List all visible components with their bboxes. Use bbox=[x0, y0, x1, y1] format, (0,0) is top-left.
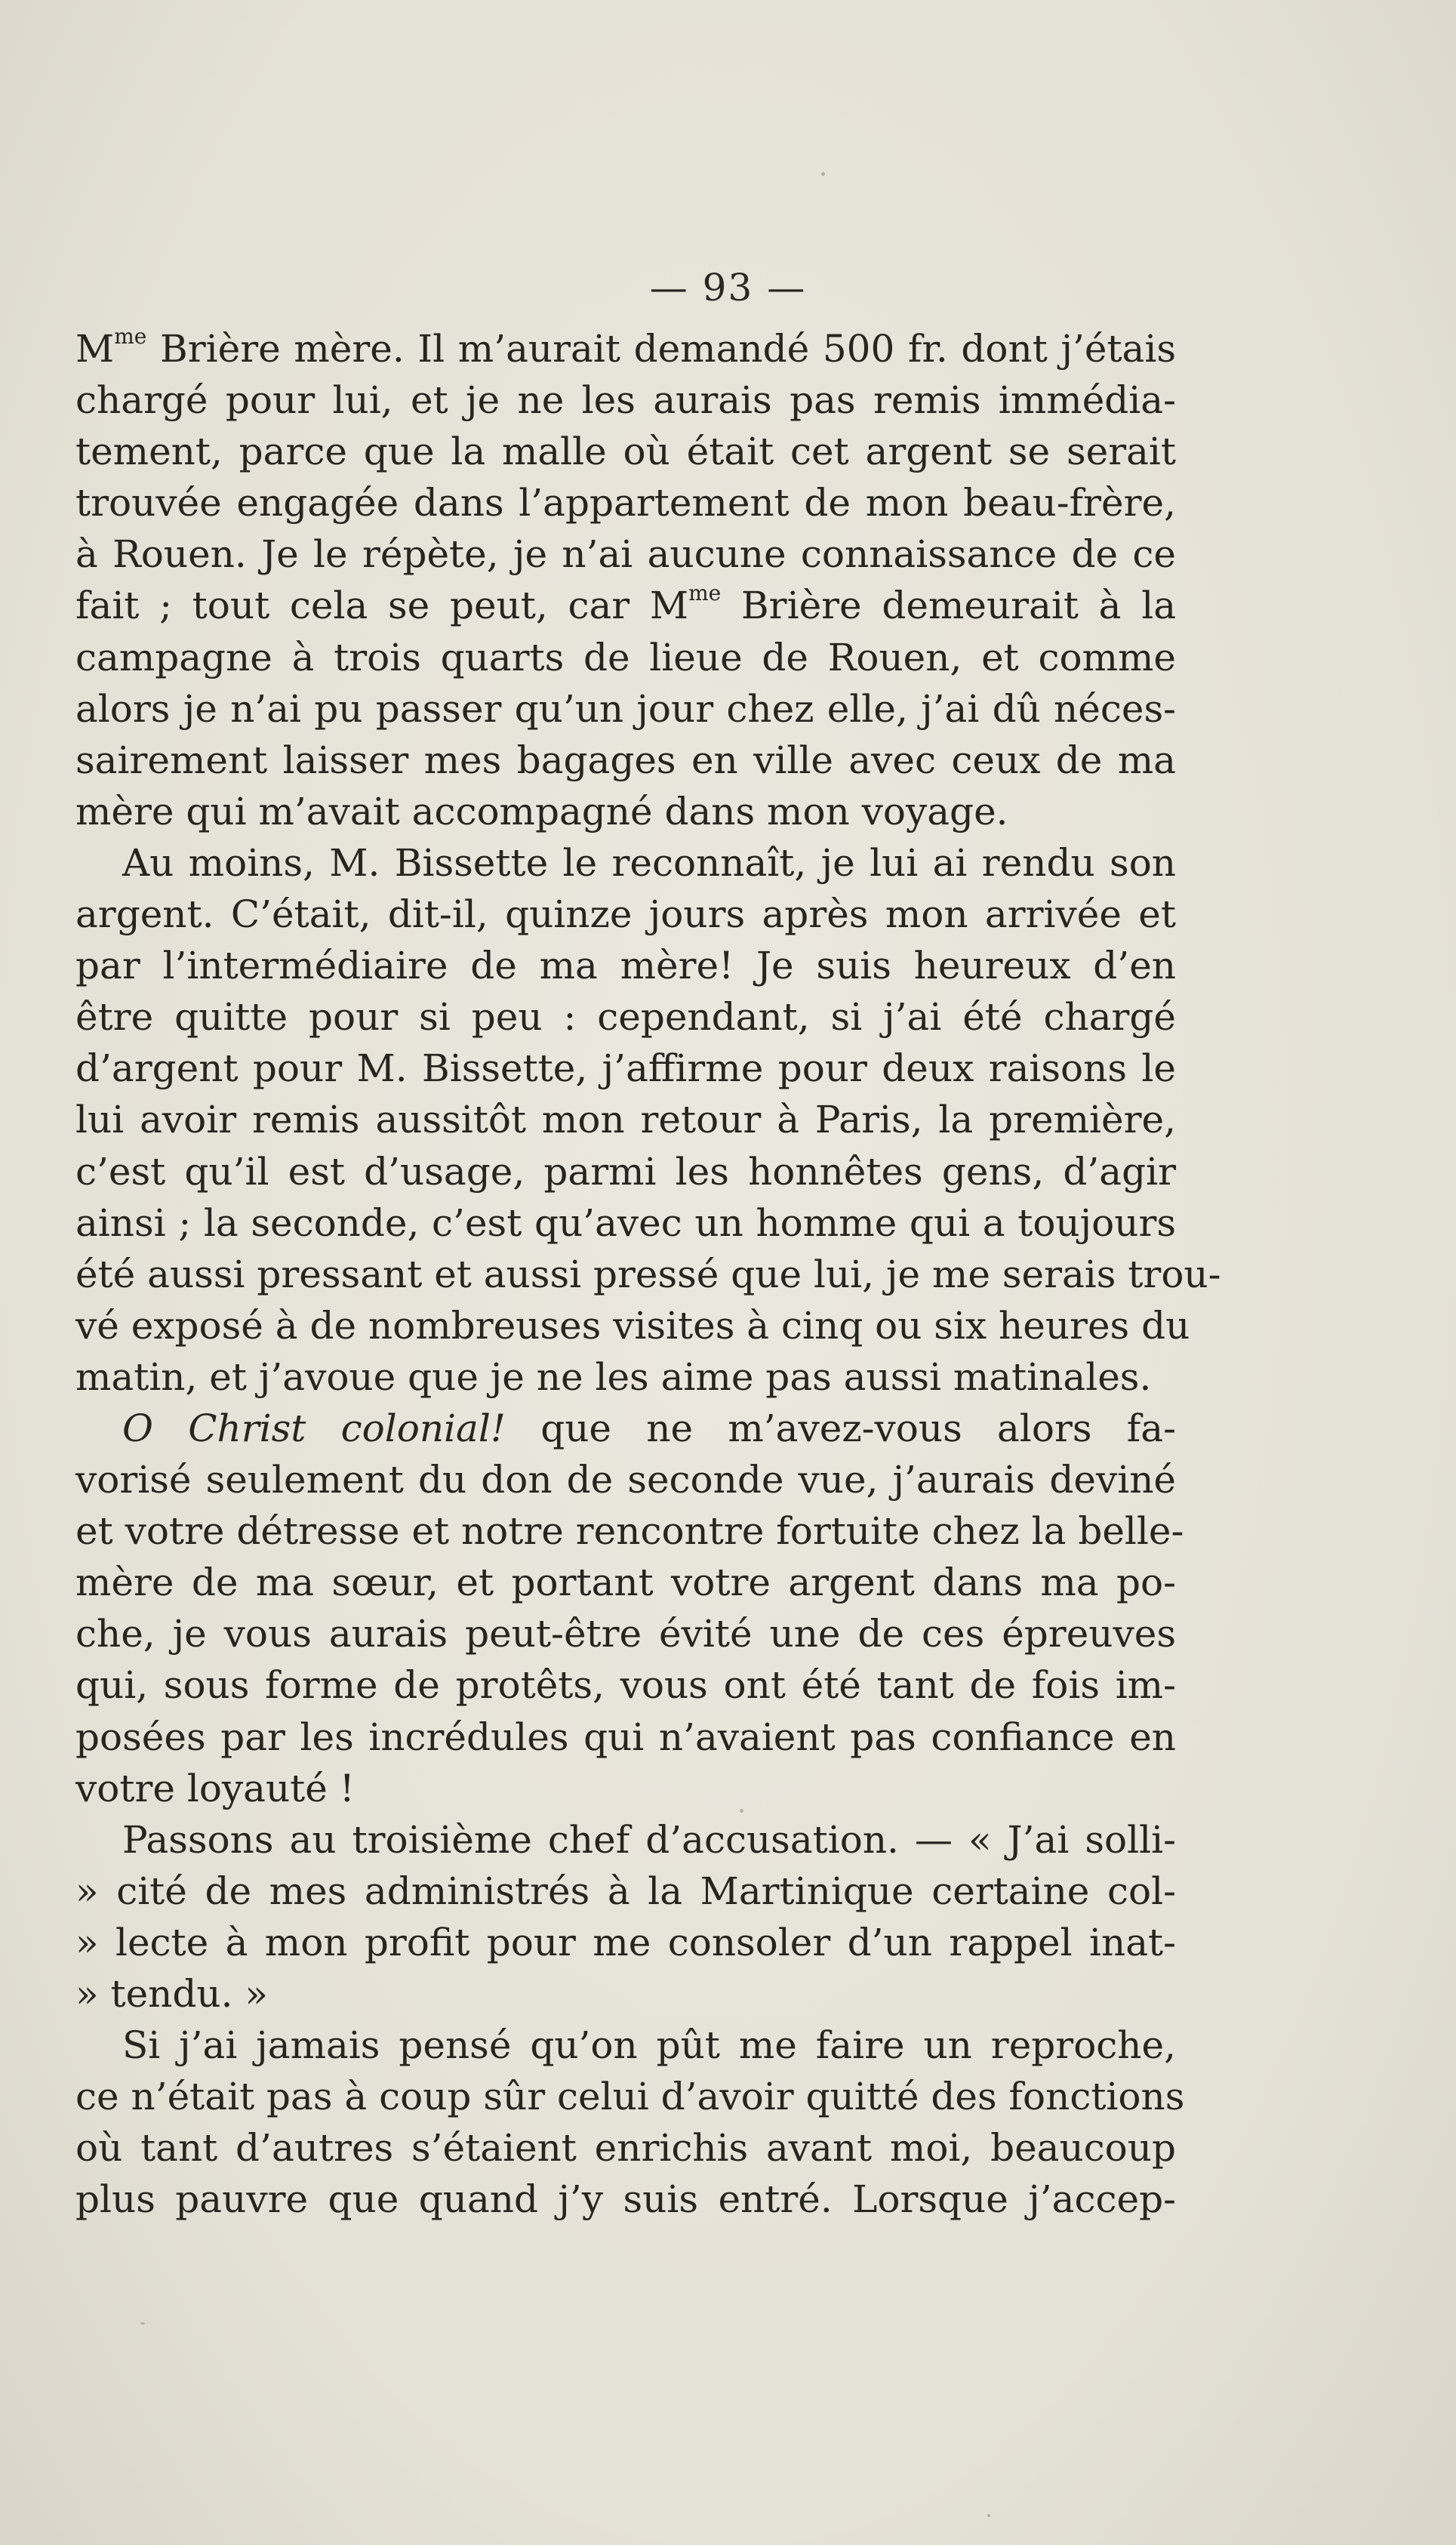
text-line bbox=[75, 1146, 1176, 1197]
text-line bbox=[75, 735, 1176, 786]
superscript: me bbox=[114, 324, 147, 349]
line-text: plus pauvre que quand j’y suis entré. Lorsque j’accep- bbox=[75, 2177, 1176, 2222]
line-text: Brière mère. Il m’aurait demandé 500 fr. dont j’étais bbox=[146, 327, 1176, 371]
text-line bbox=[75, 991, 1176, 1043]
text-line bbox=[75, 1043, 1176, 1094]
text-line bbox=[75, 1712, 1176, 1763]
text-line bbox=[75, 1197, 1176, 1249]
text-line bbox=[75, 1351, 1176, 1403]
line-text: ce n’était pas à coup sûr celui d’avoir quitté des fonctions bbox=[75, 2075, 1185, 2119]
text-line bbox=[75, 426, 1176, 477]
line-text: par l’intermédiaire de ma mère! Je suis heureux d’en bbox=[75, 944, 1176, 988]
text-line bbox=[75, 940, 1176, 991]
body-text bbox=[75, 323, 1221, 2225]
paper-speck bbox=[987, 2514, 990, 2517]
line-text: vé exposé à de nombreuses visites à cinq ou six heures du bbox=[75, 1303, 1190, 1348]
text-line bbox=[75, 1866, 1176, 1917]
text-line bbox=[75, 837, 1176, 889]
text-line bbox=[75, 1094, 1176, 1145]
text-line bbox=[75, 374, 1176, 426]
paper-speck bbox=[140, 2322, 145, 2325]
line-text: » tendu. » bbox=[75, 1972, 268, 2016]
text-line bbox=[75, 786, 1176, 837]
line-text: che, je vous aurais peut-être évité une de ces épreuves bbox=[75, 1612, 1176, 1656]
line-text: alors je n’ai pu passer qu’un jour chez elle, j’ai dû néces- bbox=[75, 686, 1176, 731]
paper-speck bbox=[740, 1809, 743, 1813]
line-text: » cité de mes administrés à la Martinique certaine col- bbox=[75, 1869, 1176, 1913]
line-text: fait ; tout cela se peut, car M bbox=[75, 584, 689, 628]
line-text: M bbox=[75, 327, 115, 371]
text-line bbox=[75, 477, 1176, 528]
text-line bbox=[75, 1763, 1176, 1814]
line-text: qui, sous forme de protêts, vous ont été tant de fois im- bbox=[75, 1663, 1176, 1708]
line-text: trouvée engagée dans l’appartement de mon beau-frère, bbox=[75, 481, 1176, 525]
text-line bbox=[75, 889, 1176, 940]
text-line bbox=[75, 2174, 1176, 2225]
line-text: sairement laisser mes bagages en ville avec ceux de ma bbox=[75, 738, 1176, 782]
text-line bbox=[75, 323, 1176, 374]
line-text: Au moins, M. Bissette le reconnaît, je lui ai rendu son bbox=[122, 840, 1176, 885]
paper-speck bbox=[821, 172, 825, 176]
text-line bbox=[75, 1659, 1176, 1711]
text-line bbox=[75, 1814, 1176, 1866]
line-text: Si j’ai jamais pensé qu’on pût me faire un reproche, bbox=[122, 2023, 1176, 2068]
text-line bbox=[75, 580, 1176, 631]
text-line bbox=[75, 528, 1176, 580]
text-line bbox=[75, 1300, 1190, 1351]
text-line bbox=[75, 1917, 1176, 1968]
line-text: chargé pour lui, et je ne les aurais pas remis immédia- bbox=[75, 378, 1176, 423]
line-text: mère de ma sœur, et portant votre argent dans ma po- bbox=[75, 1561, 1176, 1605]
superscript: me bbox=[688, 581, 722, 606]
text-line bbox=[75, 1968, 1176, 2020]
line-text: Brière demeurait à la bbox=[721, 584, 1177, 628]
text-line bbox=[75, 2020, 1176, 2071]
line-text: c’est qu’il est d’usage, parmi les honnêtes gens, d’agir bbox=[75, 1149, 1176, 1194]
line-text: d’argent pour M. Bissette, j’affirme pour deux raisons le bbox=[75, 1046, 1176, 1091]
line-text: être quitte pour si peu : cependant, si j’ai été chargé bbox=[75, 995, 1176, 1040]
line-text: argent. C’était, dit-il, quinze jours après mon arrivée et bbox=[75, 892, 1176, 937]
italic-text: O Christ colonial! bbox=[122, 1406, 506, 1450]
line-text: ainsi ; la seconde, c’est qu’avec un homme qui a toujours bbox=[75, 1200, 1176, 1245]
line-text: campagne à trois quarts de lieue de Rouen, et comme bbox=[75, 635, 1176, 679]
line-text: » lecte à mon profit pour me consoler d’un rappel inat- bbox=[75, 1920, 1176, 1964]
line-text: et votre détresse et notre rencontre fortuite chez la belle- bbox=[75, 1509, 1184, 1554]
line-text: matin, et j’avoue que je ne les aime pas aussi matinales. bbox=[75, 1354, 1152, 1399]
line-text: votre loyauté ! bbox=[75, 1766, 355, 1810]
text-line bbox=[75, 1403, 1176, 1454]
page-number: — 93 — bbox=[649, 266, 807, 310]
text-line bbox=[75, 1454, 1176, 1505]
text-line bbox=[75, 632, 1176, 683]
text-line bbox=[75, 2071, 1185, 2122]
line-text: que ne m’avez-vous alors fa- bbox=[505, 1406, 1176, 1450]
line-text: où tant d’autres s’étaient enrichis avant moi, beaucoup bbox=[75, 2126, 1176, 2171]
text-line bbox=[75, 683, 1176, 735]
line-text: tement, parce que la malle où était cet argent se serait bbox=[75, 430, 1176, 474]
line-text: posées par les incrédules qui n’avaient pas confiance en bbox=[75, 1715, 1176, 1759]
line-text: Passons au troisième chef d’accusation. — « J’ai solli- bbox=[122, 1817, 1176, 1862]
text-line bbox=[75, 1557, 1176, 1608]
text-line bbox=[75, 2122, 1176, 2174]
line-text: à Rouen. Je le répète, je n’ai aucune connaissance de ce bbox=[75, 532, 1176, 577]
line-text: vorisé seulement du don de seconde vue, j’aurais deviné bbox=[75, 1458, 1176, 1502]
text-line bbox=[75, 1249, 1221, 1300]
line-text: mère qui m’avait accompagné dans mon voyage. bbox=[75, 789, 1008, 833]
line-text: été aussi pressant et aussi pressé que lui, je me serais trou- bbox=[75, 1252, 1221, 1296]
text-line bbox=[75, 1608, 1176, 1659]
text-line bbox=[75, 1505, 1184, 1557]
line-text: lui avoir remis aussitôt mon retour à Paris, la première, bbox=[75, 1098, 1176, 1142]
